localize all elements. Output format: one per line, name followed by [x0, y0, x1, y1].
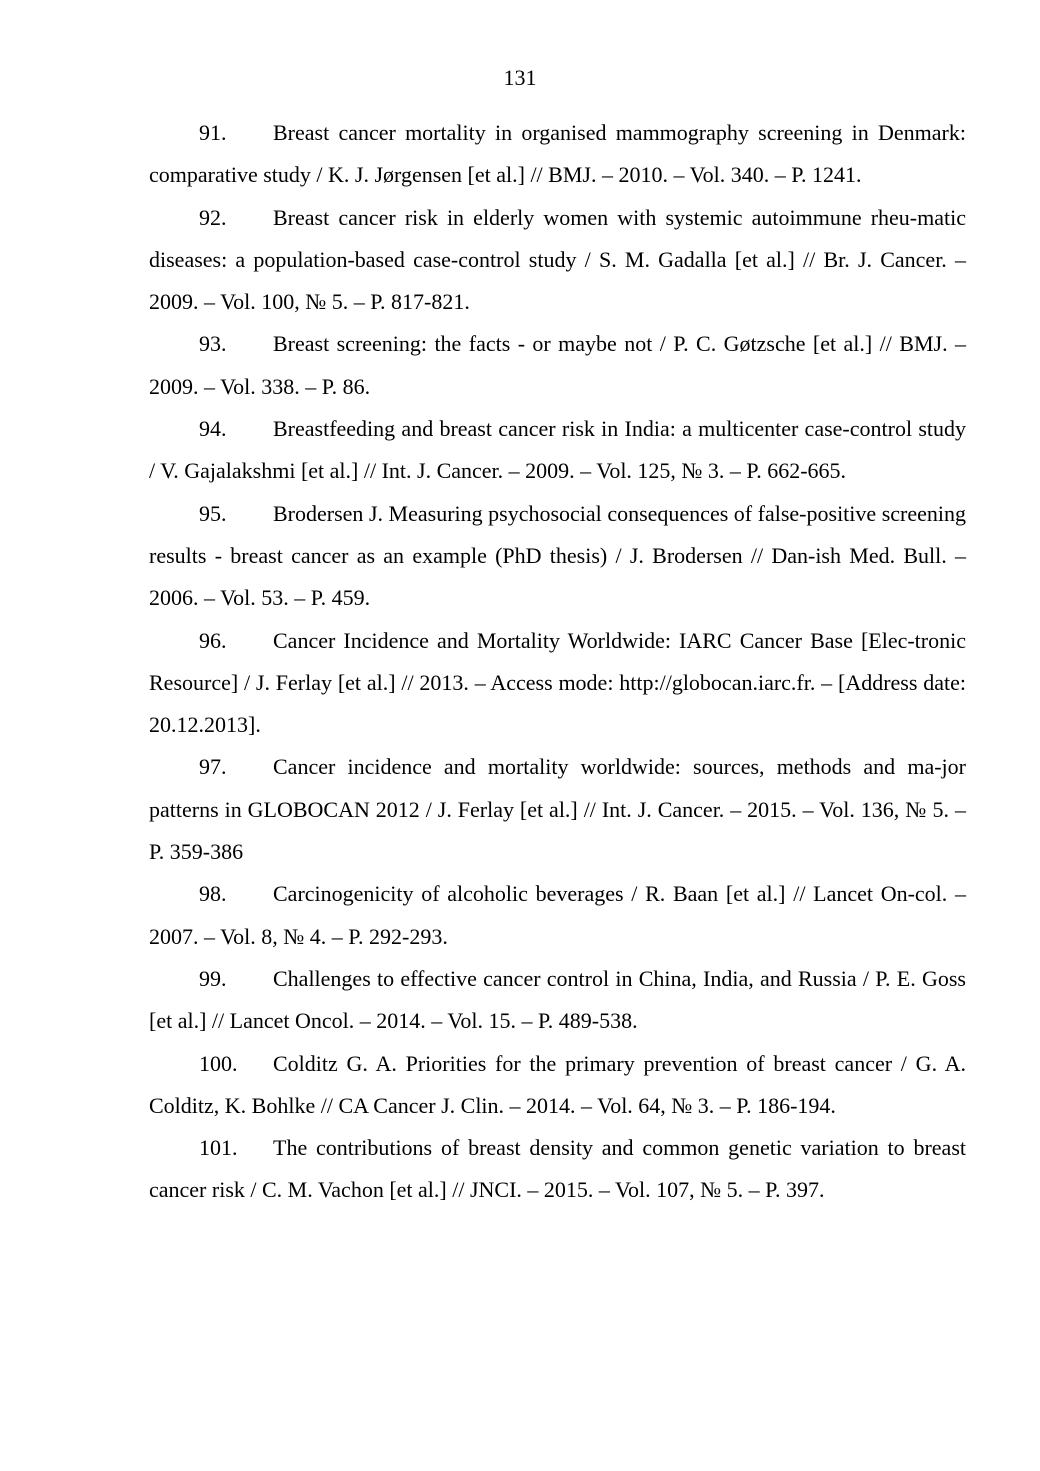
reference-number: 92.: [199, 204, 227, 230]
reference-number: 96.: [199, 627, 227, 653]
reference-item: [149, 1043, 966, 1128]
reference-item: [149, 112, 966, 197]
reference-number: 94.: [199, 416, 227, 442]
reference-text: Carcinogenicity of alcoholic beverages / R. Baan [et al.] // Lancet On-col. – 2007. – Vol. 8, № 4. – P. 292-293.: [149, 881, 966, 949]
reference-number: 98.: [199, 881, 227, 907]
reference-number: 100.: [199, 1050, 238, 1076]
reference-text: Cancer incidence and mortality worldwide: sources, methods and ma-jor patterns in GLOBOCAN 2012 / J. Ferlay [et al.] // Int. J. Cancer. – 2015. – Vol. 136, № 5. – P. 359-386: [149, 754, 966, 865]
reference-item: [149, 493, 966, 620]
reference-number: 95.: [199, 500, 227, 526]
reference-text: Challenges to effective cancer control in China, India, and Russia / P. E. Goss [et al.] // Lancet Oncol. – 2014. – Vol. 15. – P. 489-538.: [149, 965, 966, 1034]
reference-item: [149, 323, 966, 408]
reference-item: [149, 1127, 966, 1212]
reference-item: [149, 746, 966, 873]
reference-text: Brodersen J. Measuring psychosocial consequences of false-positive screening results - breast cancer as an example (PhD thesis) / J. Brodersen // Dan-ish Med. Bull. – 2006. – Vol. 53. – P. 459.: [149, 500, 966, 611]
reference-text: Cancer Incidence and Mortality Worldwide: IARC Cancer Base [Elec-tronic Resource] / J. Ferlay [et al.] // 2013. – Access mode: http://globocan.iarc.fr. – [Address date: 20.12.2013].: [149, 627, 966, 738]
reference-text: Colditz G. A. Priorities for the primary prevention of breast cancer / G. A. Colditz, K. Bohlke // CA Cancer J. Clin. – 2014. – Vol. 64, № 3. – P. 186-194.: [149, 1050, 966, 1118]
reference-list: [149, 112, 966, 1212]
reference-text: Breastfeeding and breast cancer risk in India: a multicenter case-control study / V. Gajalakshmi [et al.] // Int. J. Cancer. – 2009. – Vol. 125, № 3. – P. 662-665.: [149, 416, 966, 484]
reference-number: 97.: [199, 754, 227, 780]
reference-number: 93.: [199, 331, 227, 357]
reference-text: Breast screening: the facts - or maybe not / P. C. Gøtzsche [et al.] // BMJ. – 2009. – Vol. 338. – P. 86.: [149, 331, 966, 399]
reference-item: [149, 873, 966, 958]
reference-number: 99.: [199, 965, 227, 991]
reference-item: [149, 408, 966, 493]
reference-item: [149, 197, 966, 324]
page-number: 131: [503, 65, 537, 90]
reference-text: Breast cancer risk in elderly women with systemic autoimmune rheu-matic diseases: a population-based case-control study / S. M. Gadalla [et al.] // Br. J. Cancer. – 2009. – Vol. 100, № 5. – P. 817-821.: [149, 204, 966, 315]
reference-number: 101.: [199, 1135, 238, 1161]
reference-text: Breast cancer mortality in organised mammography screening in Denmark: comparative study / K. J. Jørgensen [et al.] // BMJ. – 2010. – Vol. 340. – P. 1241.: [149, 120, 966, 188]
reference-number: 91.: [199, 120, 227, 145]
reference-text: The contributions of breast density and common genetic variation to breast cancer risk / C. M. Vachon [et al.] // JNCI. – 2015. – Vol. 107, № 5. – P. 397.: [149, 1135, 966, 1203]
reference-item: [149, 958, 966, 1043]
reference-item: [149, 620, 966, 747]
